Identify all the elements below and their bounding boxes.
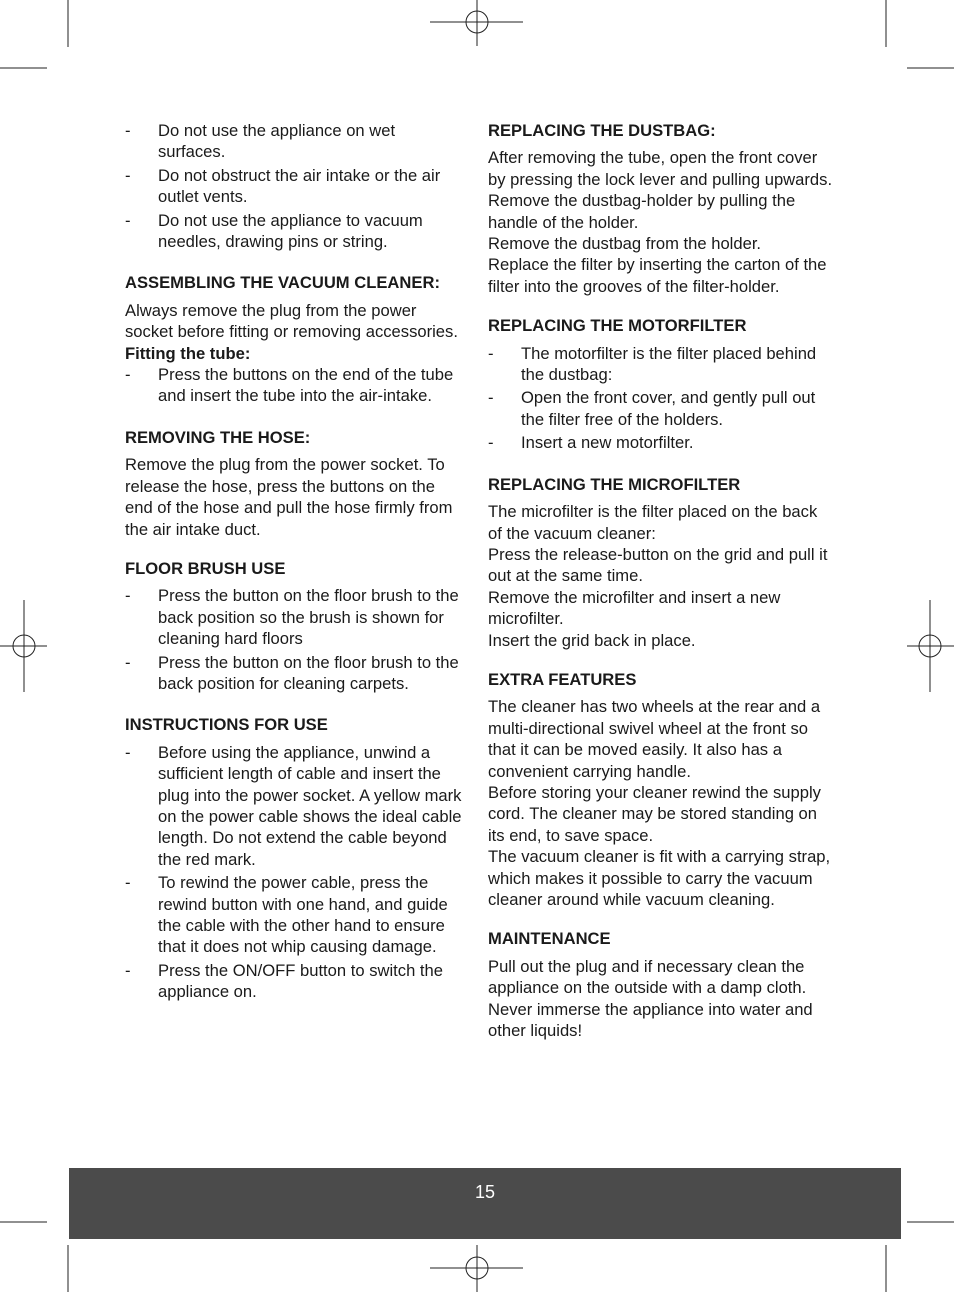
left-column [125,120,467,1005]
list-item: - To rewind the power cable, press the rewind button with one hand, and guide the cable with the other hand to ensure that it does not whip causing damage. [125,873,448,957]
footer-bar [69,1168,901,1239]
assembling-bullet-list [125,364,467,407]
motorfilter-bullet-list [488,343,833,454]
registration-target-bottom [430,1245,523,1292]
registration-target-top [430,0,523,46]
microfilter-line: The microfilter is the filter placed on the back of the vacuum cleaner: [488,502,818,543]
extra-features-line: The vacuum cleaner is fit with a carrying strap, which makes it possible to carry the vacuum cleaner around while vacuum cleaning. [488,847,831,909]
microfilter-line: Insert the grid back in place. [488,630,696,650]
section-heading-motorfilter: REPLACING THE MOTORFILTER [488,316,747,336]
section-heading-microfilter: REPLACING THE MICROFILTER [488,474,741,494]
extra-features-line: Before storing your cleaner rewind the supply cord. The cleaner may be stored standing on its end, to save space. [488,782,821,845]
dustbag-line: Replace the filter by inserting the carton of the filter into the grooves of the filter-holder. [488,255,827,296]
registration-target-right [907,600,954,692]
microfilter-line: Press the release-button on the grid and pull it out at the same time. [488,544,828,586]
dustbag-line: After removing the tube, open the front cover by pressing the lock lever and pulling upwards. [488,148,833,189]
fitting-tube-subheading: Fitting the tube: [125,343,251,363]
section-heading-dustbag: REPLACING THE DUSTBAG: [488,121,716,140]
microfilter-line: Remove the microfilter and insert a new microfilter. [488,587,781,629]
list-item: - The motorfilter is the filter placed behind the dustbag: [488,343,817,385]
right-column [488,120,833,1041]
floor-brush-bullet-list [125,585,467,694]
dustbag-line: Remove the dustbag-holder by pulling the handle of the holder. [488,191,796,232]
maintenance-text: Pull out the plug and if necessary clean the appliance on the outside with a damp cloth. Never immerse the appliance into water and other liquids! [488,956,813,1041]
page-number: 15 [474,1182,496,1202]
section-heading-extra-features: EXTRA FEATURES [488,669,637,689]
list-item: - Open the front cover, and gently pull out the filter free of the holders. [488,388,816,429]
section-heading-maintenance: MAINTENANCE [488,929,611,949]
list-item: - Do not obstruct the air intake or the air outlet vents. [125,165,441,207]
dustbag-line: Remove the dustbag from the holder. [488,234,762,254]
list-item: - Press the ON/OFF button to switch the appliance on. [125,960,443,1002]
list-item: - Press the button on the floor brush to the back position for cleaning carpets. [125,652,459,693]
extra-features-line: The cleaner has two wheels at the rear and a multi-directional swivel wheel at the front so that it can be moved easily. It also has a convenient carrying handle. [488,697,821,781]
section-heading-floor-brush: FLOOR BRUSH USE [125,558,286,578]
list-item: - Before using the appliance, unwind a sufficient length of cable and insert the plug into the power socket. A yellow mark on the power cable shows the ideal cable length. Do not extend the cable beyond the red mark. [125,742,462,869]
section-heading-instructions: INSTRUCTIONS FOR USE [125,715,328,735]
list-item: - Press the button on the floor brush to the back position so the brush is shown for cleaning hard floors [125,586,459,649]
list-item: - Do not use the appliance to vacuum needles, drawing pins or string. [125,210,423,252]
intro-bullet-list [125,120,467,252]
registration-target-left [0,600,47,692]
list-item: - Do not use the appliance on wet surfaces. [125,121,396,162]
instructions-bullet-list [125,742,467,1003]
list-item: - Insert a new motorfilter. [488,433,694,453]
removing-hose-text: Remove the plug from the power socket. To release the hose, press the buttons on the end of the hose and pull the hose firmly from the air intake duct. [125,455,453,539]
section-heading-removing-hose: REMOVING THE HOSE: [125,427,311,447]
list-item: - Press the buttons on the end of the tube and insert the tube into the air-intake. [125,365,454,406]
section-heading-assembling: ASSEMBLING THE VACUUM CLEANER: [125,273,440,293]
assembling-text: Always remove the plug from the power socket before fitting or removing accessories. [125,300,458,342]
